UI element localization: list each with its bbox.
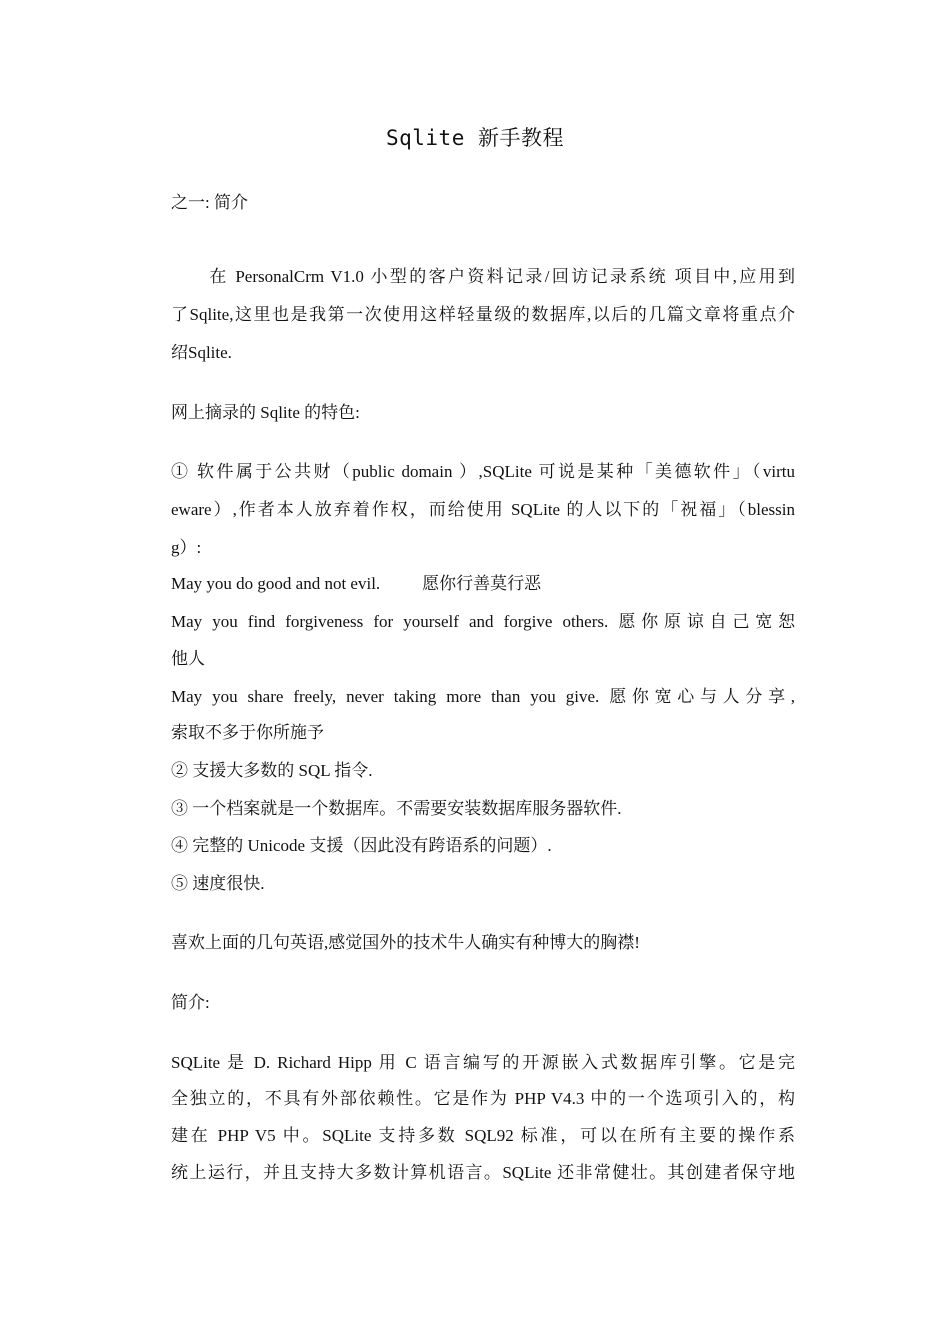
comment-line: 喜欢上面的几句英语,感觉国外的技术牛人确实有种博大的胸襟!	[171, 933, 640, 952]
feature-5: ⑤ 速度很快.	[171, 874, 265, 893]
blessing-2-zh: 愿你原谅自己宽恕	[618, 612, 796, 631]
intro-line-2: 了Sqlite,这里也是我第一次使用这样轻量级的数据库,以后的几篇文章将重点介	[171, 305, 795, 324]
blessing-3-en: May you share freely, never taking more than you give.	[171, 687, 600, 706]
feature1-line-2: eware）,作者本人放弃着作权，而给使用 SQLite 的人以下的「祝福」（blessin	[171, 500, 795, 519]
feature-4: ④ 完整的 Unicode 支援（因此没有跨语系的问题）.	[171, 836, 552, 855]
blessing-2-en: May you find forgiveness for yourself and forgive others.	[171, 612, 609, 631]
blessing-1-en: May you do good and not evil.	[171, 574, 381, 593]
section-heading: 之一: 简介	[171, 193, 248, 212]
feature1-line-1: ① 软件属于公共财（public domain ）,SQLite 可说是某种「美德软件」（virtu	[171, 462, 795, 481]
blessing-1-zh: 愿你行善莫行恶	[422, 574, 542, 593]
blessing-2	[171, 611, 795, 633]
desc-line-1: SQLite 是 D. Richard Hipp 用 C 语言编写的开源嵌入式数据库引擎。它是完	[171, 1053, 795, 1072]
desc-line-4: 统上运行，并且支持大多数计算机语言。SQLite 还非常健壮。其创建者保守地	[171, 1163, 795, 1182]
features-heading: 网上摘录的 Sqlite 的特色:	[171, 403, 360, 422]
blessing-3-zh: 愿你宽心与人分享,	[609, 687, 796, 706]
desc-line-3: 建在 PHP V5 中。SQLite 支持多数 SQL92 标准，可以在所有主要的操作系	[171, 1126, 795, 1145]
blessing-3-cont: 索取不多于你所施予	[171, 723, 324, 742]
page-title: Sqlite 新手教程	[385, 126, 564, 150]
feature-2: ② 支援大多数的 SQL 指令.	[171, 761, 373, 780]
blessing-3	[171, 686, 795, 708]
desc-line-2: 全独立的，不具有外部依赖性。它是作为 PHP V4.3 中的一个选项引入的，构	[171, 1089, 795, 1108]
intro-heading: 简介:	[171, 993, 210, 1012]
blessing-1	[171, 573, 795, 595]
feature-3: ③ 一个档案就是一个数据库。不需要安装数据库服务器软件.	[171, 799, 622, 818]
feature1-line-3: g）:	[171, 538, 202, 557]
intro-line-1: 在 PersonalCrm V1.0 小型的客户资料记录/回访记录系统 项目中,应用到	[207, 267, 795, 286]
intro-line-3: 绍Sqlite.	[171, 343, 232, 362]
blessing-2-cont: 他人	[171, 649, 205, 668]
